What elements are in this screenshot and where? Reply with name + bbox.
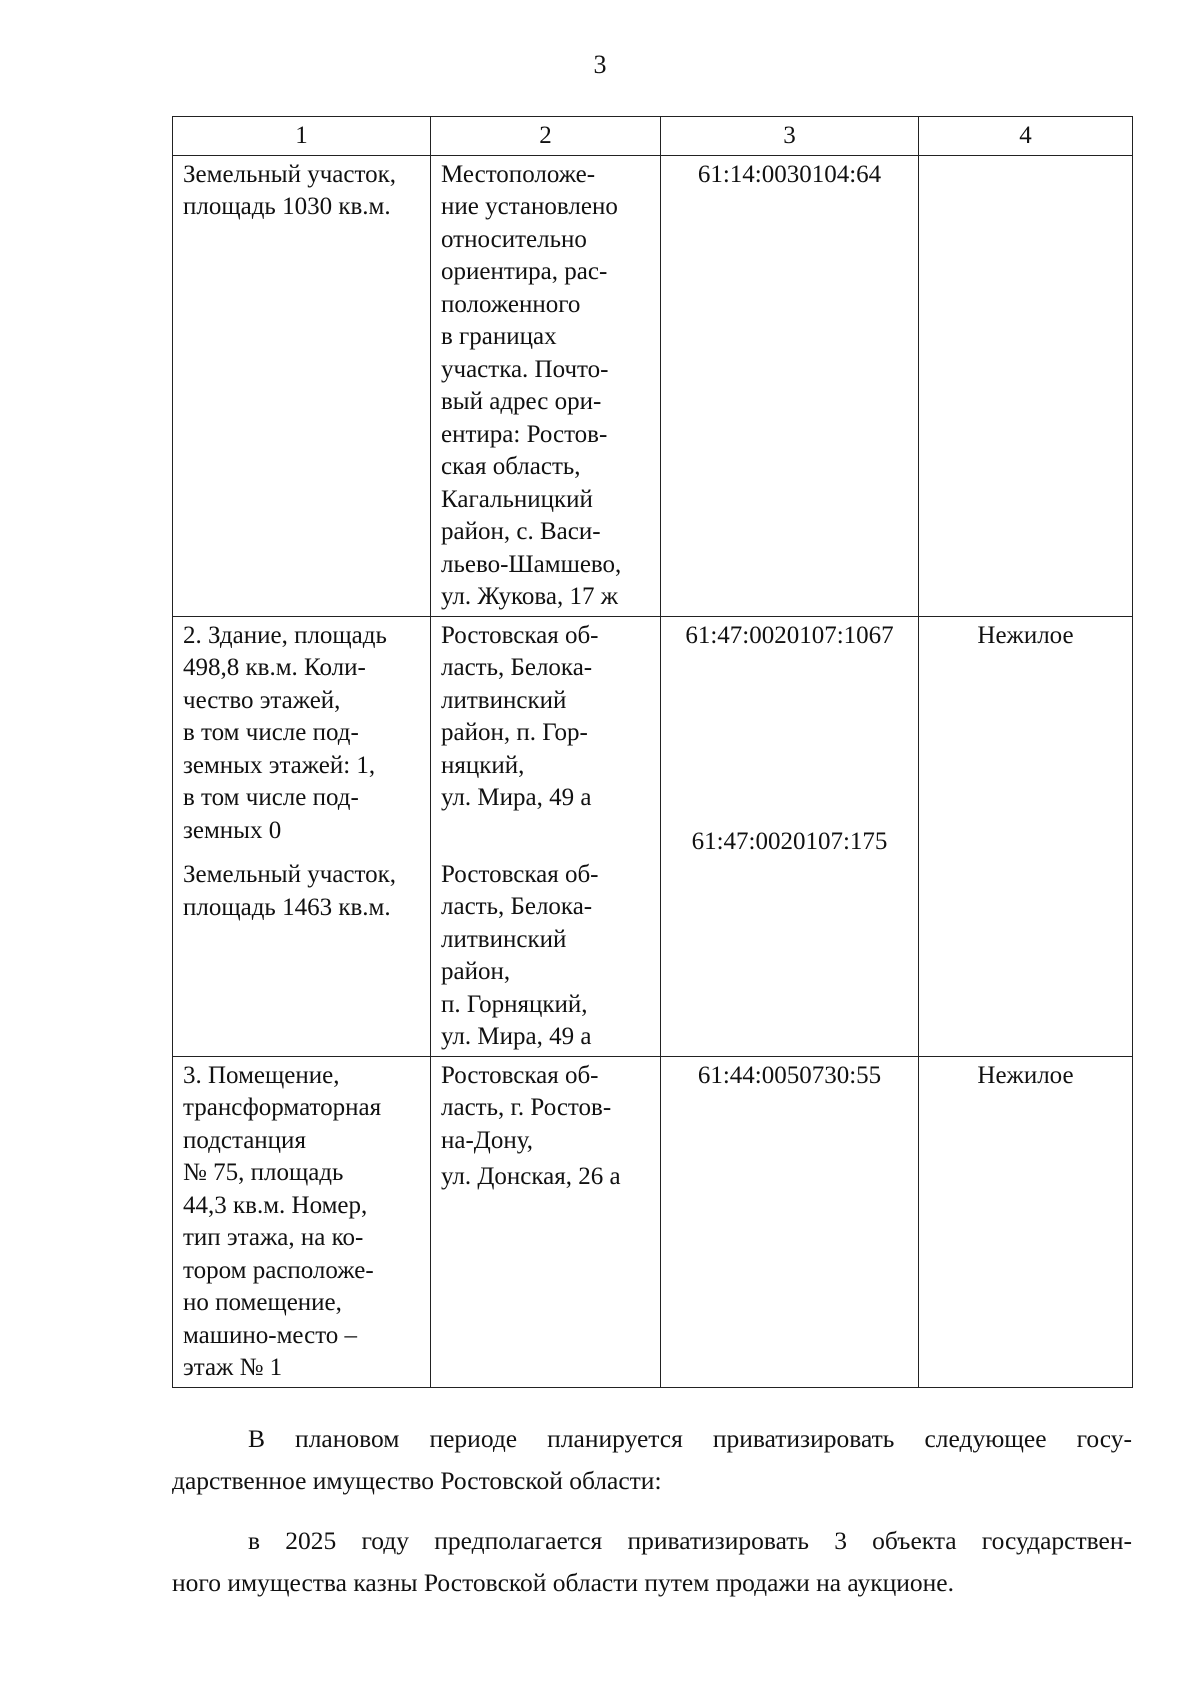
location-cell <box>431 616 661 1056</box>
header-col-1: 1 <box>173 117 431 156</box>
body-paragraph <box>172 1418 1132 1502</box>
cadastral-cell <box>661 155 919 616</box>
table-row <box>173 1056 1133 1387</box>
purpose-text: Нежилое <box>977 1061 1074 1089</box>
header-col-4: 4 <box>919 117 1133 156</box>
location-cell <box>431 1056 661 1387</box>
location-text: ул. Донская, 26 а <box>441 1163 621 1190</box>
page-number: 3 <box>593 50 607 79</box>
object-cell <box>173 155 431 616</box>
table-row <box>173 616 1133 1056</box>
property-table <box>172 116 1133 1388</box>
object-description: 3. Помещение, трансформаторная подстанция № 75, площадь 44,3 кв.м. Номер, тип этажа, на ко- тором расположе- но помещение, машино-место – этаж № 1 <box>183 1061 382 1381</box>
location-cell <box>431 155 661 616</box>
paragraph-line: В плановом периоде планируется приватизировать следующее госу- <box>248 1424 1132 1453</box>
cadastral-number: 61:44:0050730:55 <box>697 1061 882 1089</box>
cadastral-number: 61:47:0020107:1067 <box>685 621 894 649</box>
body-paragraph <box>172 1520 1132 1604</box>
cadastral-cell <box>661 1056 919 1387</box>
paragraph-line: дарственное имущество Ростовской области: <box>172 1466 662 1495</box>
purpose-cell <box>919 1056 1133 1387</box>
object-cell <box>173 1056 431 1387</box>
object-description: Земельный участок, площадь 1030 кв.м. <box>183 160 396 220</box>
header-col-2: 2 <box>431 117 661 156</box>
object-description: 2. Здание, площадь 498,8 кв.м. Коли- чество этажей, в том числе под- земных этажей: 1, в том числе под- земных 0 <box>183 621 387 844</box>
object-description: Земельный участок, площадь 1463 кв.м. <box>183 861 396 921</box>
table-row <box>173 155 1133 616</box>
location-text: Ростовская об- ласть, Белока- литвинский район, п. Гор- няцкий, ул. Мира, 49 а <box>441 621 599 811</box>
purpose-text: Нежилое <box>977 621 1074 649</box>
location-text: Ростовская об- ласть, г. Ростов- на-Дону, <box>441 1061 612 1154</box>
paragraph-line: в 2025 году предполагается приватизировать 3 объекта государствен- <box>248 1526 1132 1555</box>
cadastral-number: 61:47:0020107:175 <box>691 828 888 855</box>
cadastral-number: 61:14:0030104:64 <box>697 160 882 188</box>
purpose-cell <box>919 155 1133 616</box>
table-header-row <box>173 117 1133 156</box>
cadastral-cell <box>661 616 919 1056</box>
header-col-3: 3 <box>661 117 919 156</box>
location-text: Ростовская об- ласть, Белока- литвинский район, п. Горняцкий, ул. Мира, 49 а <box>441 860 599 1050</box>
paragraph-line: ного имущества казны Ростовской области путем продажи на аукционе. <box>172 1568 954 1597</box>
purpose-cell <box>919 616 1133 1056</box>
object-cell <box>173 616 431 1056</box>
location-text: Местоположе- ние установлено относительно ориентира, рас- положенного в границах участка. Почто- вый адрес ори- ентира: Ростов- ская область, Кагальницкий район, с. Васи- льево-Шамшево, ул. Жукова, 17 ж <box>441 160 622 610</box>
